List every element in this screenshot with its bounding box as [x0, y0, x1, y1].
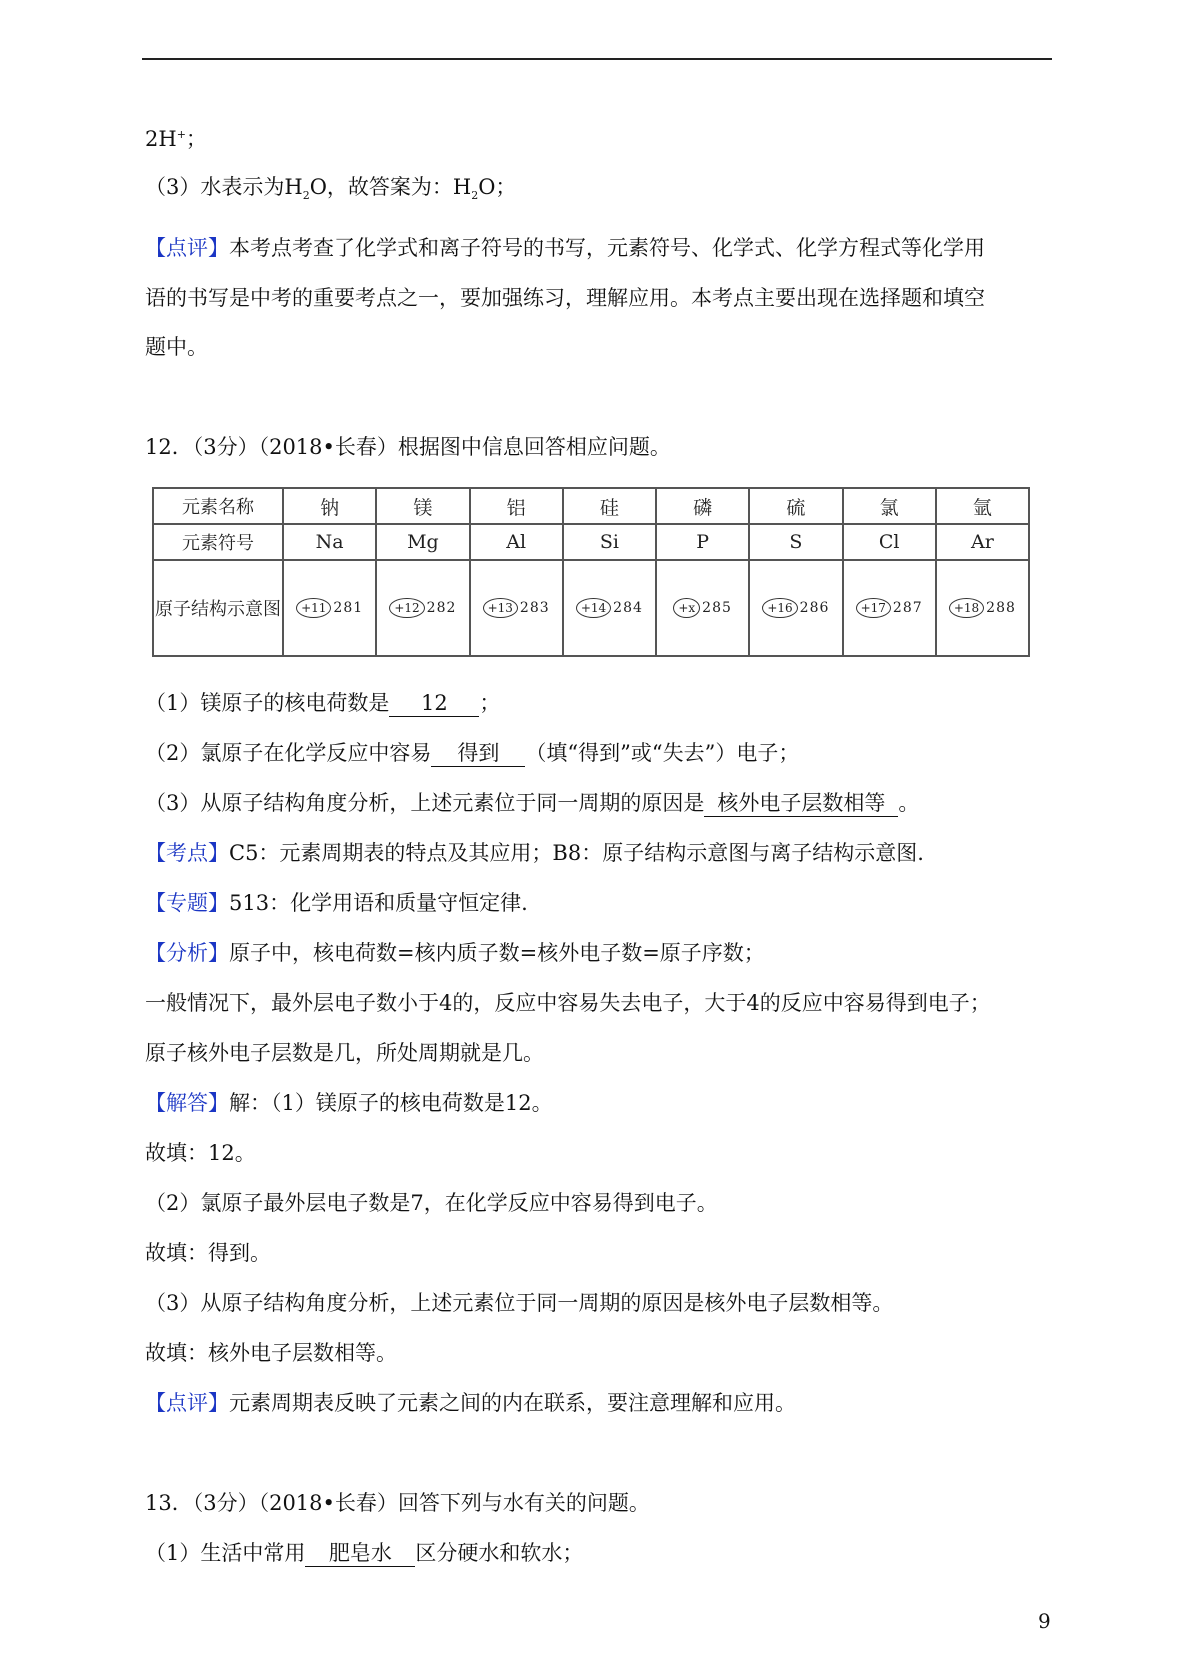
element-table	[152, 487, 1030, 657]
atom-diagram	[843, 560, 936, 656]
answer-blank: 核外电子层数相等	[704, 790, 898, 817]
element-symbol: P	[656, 524, 749, 560]
element-symbol: Ar	[936, 524, 1029, 560]
element-symbol: Mg	[376, 524, 469, 560]
element-symbol: S	[749, 524, 842, 560]
element-name: 磷	[656, 488, 749, 524]
atom-diagram	[376, 560, 469, 656]
page-number: 9	[1038, 1609, 1051, 1633]
nucleus-charge: +17	[856, 598, 891, 618]
fenxi-tag: 【分析】	[145, 941, 229, 965]
answer-2: （2）氯原子最外层电子数是7，在化学反应中容易得到电子。	[145, 1191, 718, 1215]
header-rule	[142, 58, 1052, 60]
atom-diagram-row	[153, 560, 1029, 656]
element-name: 氩	[936, 488, 1029, 524]
review-tag: 【点评】	[145, 236, 229, 260]
electron-shells: 283	[519, 600, 550, 616]
nucleus-charge: +13	[483, 598, 518, 618]
kaodian: 【考点】C5：元素周期表的特点及其应用；B8：原子结构示意图与离子结构示意图.	[145, 841, 924, 865]
q11-sub3: （3）水表示为$H_2O$，故答案为：$H_2O$；	[145, 175, 517, 203]
electron-shells: 288	[986, 600, 1016, 616]
analysis-line3: 原子核外电子层数是几，所处周期就是几。	[145, 1041, 544, 1065]
nucleus-charge: +11	[296, 598, 331, 618]
analysis-line2: 一般情况下，最外层电子数小于4的，反应中容易失去电子，大于4的反应中容易得到电子；	[145, 991, 991, 1015]
answer-blank: 12	[389, 690, 479, 717]
review-1: 【点评】本考点考查了化学式和离子符号的书写，元素符号、化学式、化学方程式等化学用	[145, 236, 985, 260]
nucleus-charge: +12	[389, 598, 424, 618]
element-name: 钠	[283, 488, 376, 524]
nucleus-charge: +16	[762, 598, 797, 618]
q12-sub1: （1）镁原子的核电荷数是 12 ；	[145, 691, 501, 715]
atom-diagram	[563, 560, 656, 656]
element-symbol: Na	[283, 524, 376, 560]
q12-sub2: （2）氯原子在化学反应中容易 得到 （填“得到”或“失去”）电子；	[145, 741, 800, 765]
element-name: 氯	[843, 488, 936, 524]
nucleus-charge: +18	[949, 598, 984, 618]
electron-shells: 284	[613, 600, 643, 616]
element-name: 镁	[376, 488, 469, 524]
q12-header: 12．（3分）（2018•长春）根据图中信息回答相应问题。	[145, 435, 671, 459]
review-2: 【点评】元素周期表反映了元素之间的内在联系，要注意理解和应用。	[145, 1391, 796, 1415]
answer-blank: 得到	[431, 740, 525, 767]
row-label: 元素名称	[153, 488, 283, 524]
atom-diagram	[656, 560, 749, 656]
atom-diagram	[470, 560, 563, 656]
zhuanti: 【专题】513：化学用语和质量守恒定律.	[145, 891, 528, 915]
nucleus-charge: +x	[673, 598, 700, 618]
element-name: 硅	[563, 488, 656, 524]
review-1-line2: 语的书写是中考的重要考点之一，要加强练习，理解应用。本考点主要出现在选择题和填空	[145, 286, 985, 310]
nucleus-charge: +14	[576, 598, 611, 618]
row-label: 原子结构示意图	[153, 560, 283, 656]
zhuanti-tag: 【专题】	[145, 891, 229, 915]
review-tag: 【点评】	[145, 1391, 229, 1415]
element-symbol: Cl	[843, 524, 936, 560]
element-name: 硫	[749, 488, 842, 524]
element-symbol: Si	[563, 524, 656, 560]
fill-1: 故填：12。	[145, 1141, 256, 1165]
electron-shells: 285	[702, 600, 732, 616]
row-label: 元素符号	[153, 524, 283, 560]
q12-sub3: （3）从原子结构角度分析，上述元素位于同一周期的原因是 核外电子层数相等 。	[145, 791, 920, 815]
fill-3: 故填：核外电子层数相等。	[145, 1341, 397, 1365]
electron-shells: 281	[333, 600, 364, 616]
element-name-row	[153, 488, 1029, 524]
electron-shells: 286	[799, 600, 830, 616]
jieda-tag: 【解答】	[145, 1091, 229, 1115]
fill-2: 故填：得到。	[145, 1241, 271, 1265]
top-fragment: 2H+；	[145, 127, 207, 151]
review-1-line3: 题中。	[145, 335, 208, 359]
q13-sub1: （1）生活中常用 肥皂水 区分硬水和软水；	[145, 1541, 584, 1565]
fenxi: 【分析】原子中，核电荷数=核内质子数=核外电子数=原子序数；	[145, 941, 765, 965]
answer-blank: 肥皂水	[305, 1540, 415, 1567]
atom-diagram	[283, 560, 376, 656]
kaodian-tag: 【考点】	[145, 841, 229, 865]
element-symbol: Al	[470, 524, 563, 560]
element-symbol-row	[153, 524, 1029, 560]
q13-header: 13．（3分）（2018•长春）回答下列与水有关的问题。	[145, 1491, 650, 1515]
electron-shells: 287	[892, 600, 923, 616]
atom-diagram	[749, 560, 842, 656]
answer-3: （3）从原子结构角度分析，上述元素位于同一周期的原因是核外电子层数相等。	[145, 1291, 894, 1315]
jieda: 【解答】解：（1）镁原子的核电荷数是12。	[145, 1091, 553, 1115]
atom-diagram	[936, 560, 1029, 656]
electron-shells: 282	[426, 600, 457, 616]
element-name: 铝	[470, 488, 563, 524]
